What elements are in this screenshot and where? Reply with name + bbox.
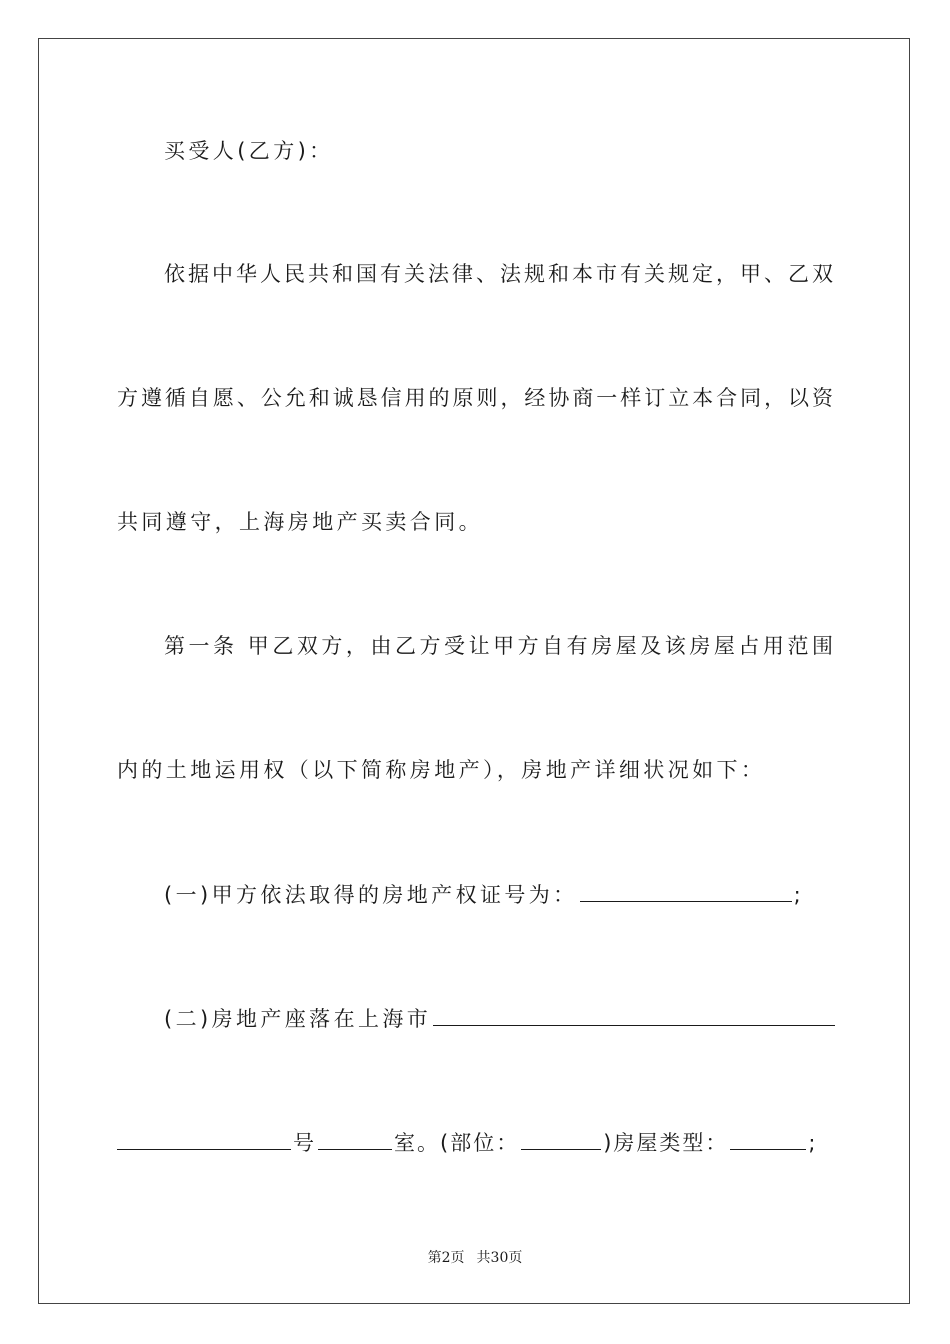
item-1-label: (一)甲方依法取得的房地产权证号为： <box>164 883 578 907</box>
item-1-end: ; <box>793 883 805 907</box>
detail-end: ; <box>808 1131 818 1155</box>
page-number: 第2页 <box>427 1250 465 1266</box>
room-blank[interactable] <box>318 1127 392 1150</box>
paragraph-line-2: 方遵循自愿、公允和诚恳信用的原则，经协商一样订立本合同，以资 <box>117 386 833 410</box>
number-label: 号 <box>293 1131 316 1155</box>
address-detail-line <box>117 1127 817 1158</box>
buyer-line: 买受人(乙方)： <box>164 139 334 163</box>
page-border <box>38 38 910 1304</box>
house-type-blank[interactable] <box>730 1127 806 1150</box>
paragraph-line-1: 依据中华人民共和国有关法律、法规和本市有关规定，甲、乙双 <box>164 262 833 286</box>
article-1-line-2: 内的土地运用权（以下简称房地产），房地产详细状况如下： <box>117 758 766 782</box>
item-2-line <box>164 1003 837 1034</box>
page-total: 共30页 <box>476 1250 523 1266</box>
article-1-line-1: 第一条 甲乙双方，由乙方受让甲方自有房屋及该房屋占用范围 <box>164 634 833 658</box>
number-blank[interactable] <box>117 1127 291 1150</box>
item-2-label: (二)房地产座落在上海市 <box>164 1007 432 1031</box>
address-blank[interactable] <box>433 1003 835 1026</box>
page-footer <box>0 1247 950 1267</box>
room-label: 室。(部位： <box>394 1131 520 1155</box>
position-blank[interactable] <box>521 1127 601 1150</box>
item-1-line <box>164 879 804 910</box>
paragraph-line-3: 共同遵守，上海房地产买卖合同。 <box>117 510 483 534</box>
cert-number-blank[interactable] <box>580 879 792 902</box>
type-label: )房屋类型： <box>603 1131 729 1155</box>
